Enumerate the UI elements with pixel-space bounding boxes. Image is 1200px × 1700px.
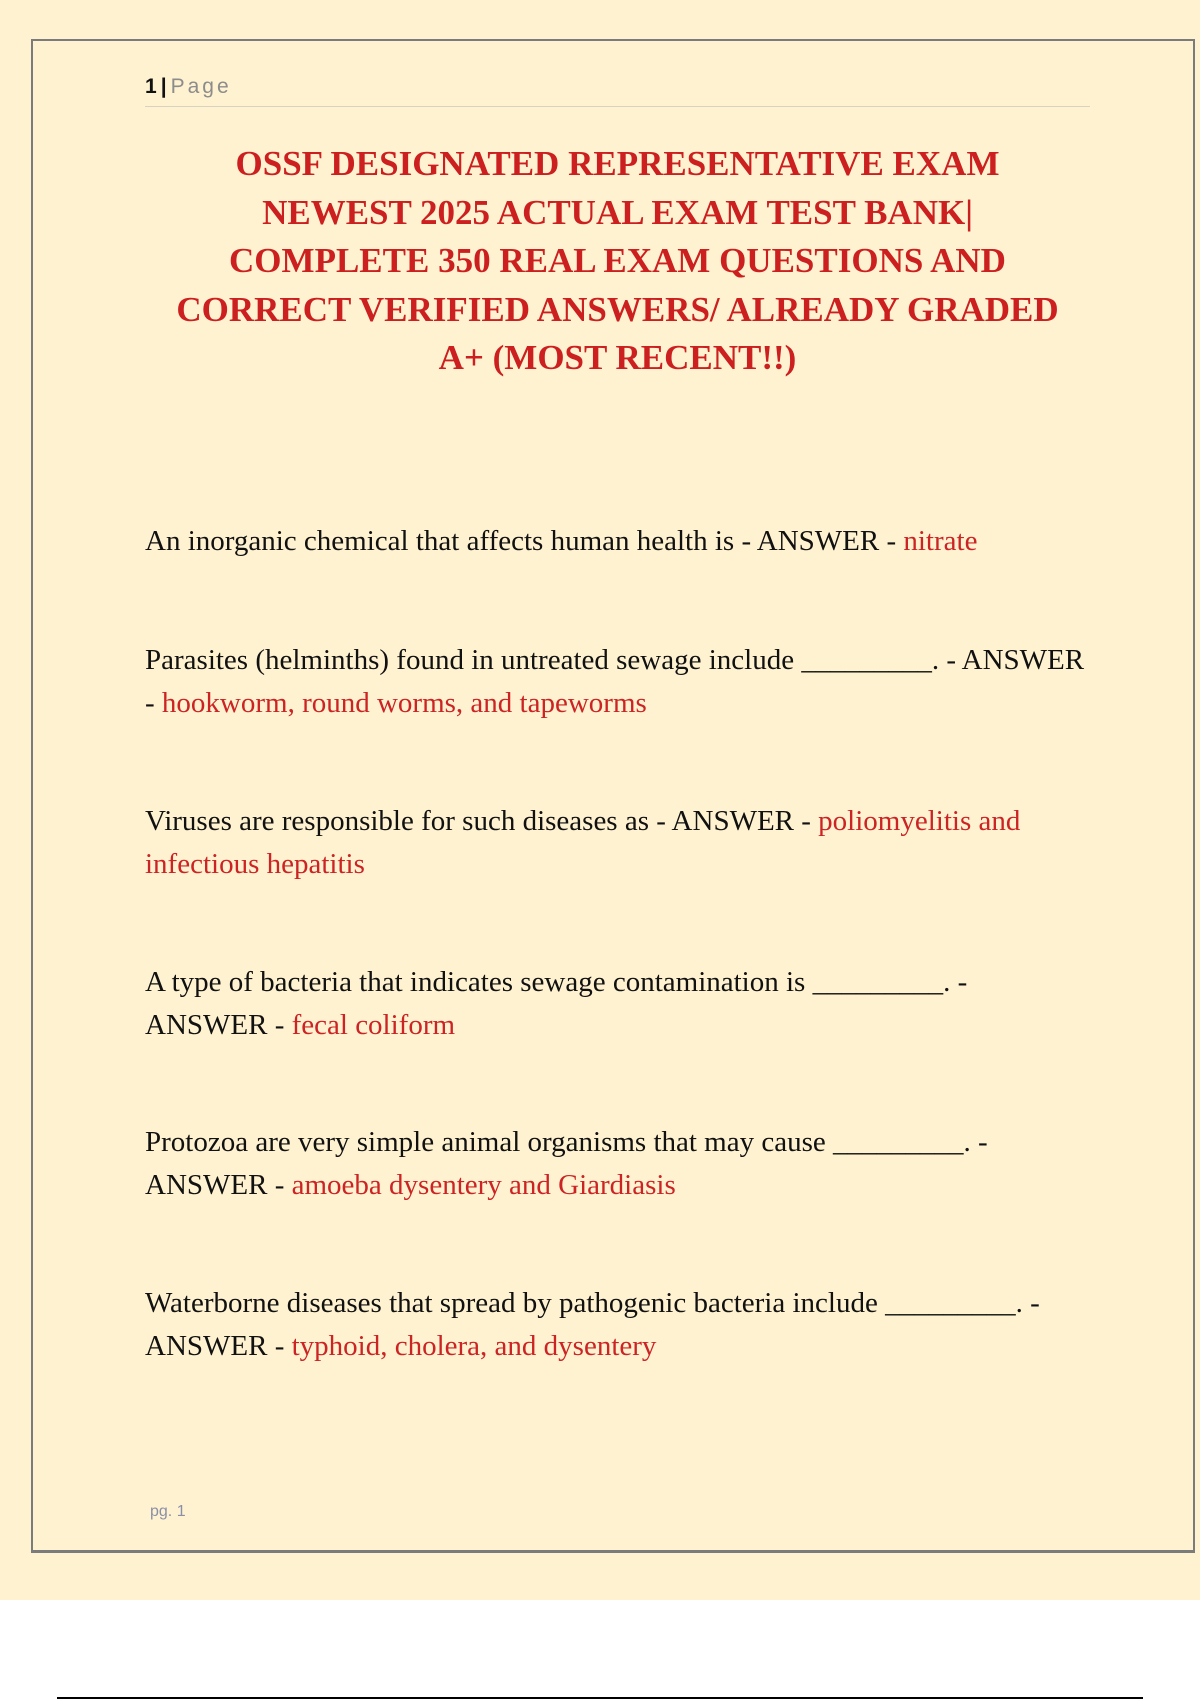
question-text: A type of bacteria that indicates sewage contamination is _________. - ANSWER - <box>145 966 968 1041</box>
answer-text: fecal coliform <box>291 1009 456 1041</box>
qa-item-3 <box>145 800 1090 886</box>
question-text: Parasites (helminths) found in untreated sewage include _________. - ANSWER - <box>145 644 1085 719</box>
title-line: OSSF DESIGNATED REPRESENTATIVE EXAM <box>235 144 1000 183</box>
qa-item-2 <box>145 639 1090 725</box>
answer-text: typhoid, cholera, and dysentery <box>291 1330 657 1362</box>
header-separator: | <box>160 75 167 98</box>
title-line: A+ (MOST RECENT!!) <box>438 338 797 377</box>
header-page-word: Page <box>170 75 232 98</box>
answer-text: hookworm, round worms, and tapeworms <box>161 687 647 719</box>
question-text: Viruses are responsible for such diseases as - ANSWER - <box>145 805 819 837</box>
qa-item-1 <box>145 520 1090 563</box>
qa-item-5 <box>145 1121 1090 1207</box>
page-header <box>145 74 1090 107</box>
question-text: Protozoa are very simple animal organisms that may cause _________. - ANSWER - <box>145 1126 988 1201</box>
answer-text: nitrate <box>903 525 978 557</box>
title-line: NEWEST 2025 ACTUAL EXAM TEST BANK| <box>262 192 973 232</box>
qa-item-6 <box>145 1282 1090 1368</box>
document-title <box>145 140 1090 383</box>
answer-text: amoeba dysentery and Giardiasis <box>291 1169 676 1201</box>
qa-item-4 <box>145 961 1090 1047</box>
bottom-divider <box>57 1697 1143 1699</box>
answer-text: poliomyelitis and infectious hepatitis <box>145 805 1021 880</box>
page-footer: pg. 1 <box>150 1503 186 1520</box>
question-text: Waterborne diseases that spread by pathogenic bacteria include _________. - ANSWER - <box>145 1287 1040 1362</box>
question-text: An inorganic chemical that affects human health is - ANSWER - <box>145 525 904 557</box>
header-page-number: 1 <box>145 75 157 98</box>
title-line: CORRECT VERIFIED ANSWERS/ ALREADY GRADED <box>176 289 1059 329</box>
title-line: COMPLETE 350 REAL EXAM QUESTIONS AND <box>229 241 1006 280</box>
